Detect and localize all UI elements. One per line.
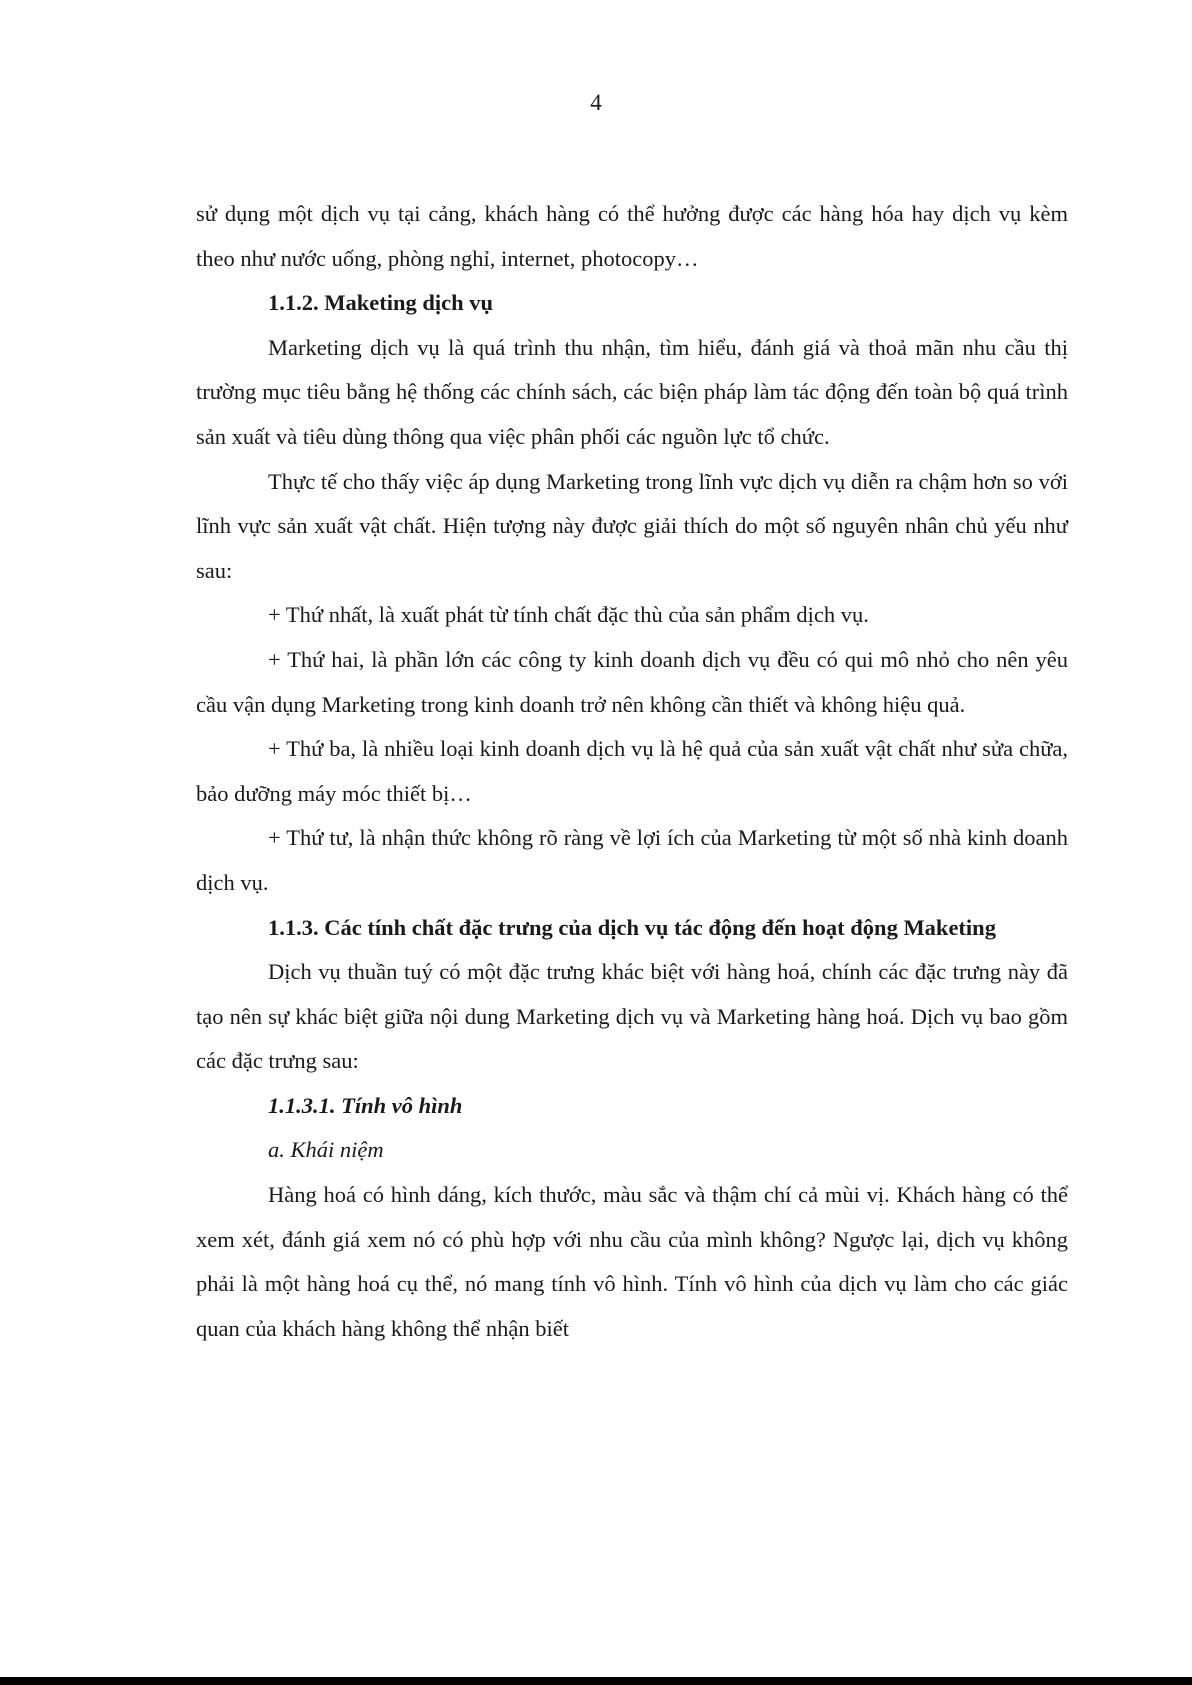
paragraph: Dịch vụ thuần tuý có một đặc trưng khác biệt với hàng hoá, chính các đặc trưng này đã tạo nên sự khác biệt giữa nội dung Marketing dịch vụ và Marketing hàng hoá. Dịch vụ bao gồm các đặc trưng sau: [196,959,1068,1074]
section-heading-1-1-3: 1.1.3. Các tính chất đặc trưng của dịch vụ tác động đến hoạt động Maketing [268,914,996,940]
section-heading-1-1-2: 1.1.2. Maketing dịch vụ [268,290,494,316]
list-item: + Thứ tư, là nhận thức không rõ ràng về lợi ích của Marketing từ một số nhà kinh doanh dịch vụ. [196,825,1068,895]
paragraph: Thực tế cho thấy việc áp dụng Marketing trong lĩnh vực dịch vụ diễn ra chậm hơn so với lĩnh vực sản xuất vật chất. Hiện tượng này được giải thích do một số nguyên nhân chủ yếu như sau: [196,468,1068,583]
page-bottom-edge [0,1677,1192,1685]
list-item: + Thứ hai, là phần lớn các công ty kinh doanh dịch vụ đều có qui mô nhỏ cho nên yêu cầu vận dụng Marketing trong kinh doanh trở nên không cần thiết và không hiệu quả. [196,646,1068,717]
list-item: + Thứ ba, là nhiều loại kinh doanh dịch vụ là hệ quả của sản xuất vật chất như sửa chữa, bảo dưỡng máy móc thiết bị… [196,736,1068,806]
document-body [196,192,1068,1351]
subsection-heading-1-1-3-1: 1.1.3.1. Tính vô hình [268,1092,463,1118]
list-item: + Thứ nhất, là xuất phát từ tính chất đặc thù của sản phẩm dịch vụ. [268,602,869,628]
paragraph-continuation: sử dụng một dịch vụ tại cảng, khách hàng có thể hưởng được các hàng hóa hay dịch vụ kèm theo như nước uống, phòng nghỉ, internet, photocopy… [196,201,1068,271]
paragraph: Marketing dịch vụ là quá trình thu nhận, tìm hiểu, đánh giá và thoả mãn nhu cầu thị trường mục tiêu bằng hệ thống các chính sách, các biện pháp làm tác động đến toàn bộ quá trình sản xuất và tiêu dùng thông qua việc phân phối các nguồn lực tổ chức. [196,334,1068,449]
paragraph: Hàng hoá có hình dáng, kích thước, màu sắc và thậm chí cả mùi vị. Khách hàng có thể xem xét, đánh giá xem nó có phù hợp với nhu cầu của mình không? Ngược lại, dịch vụ không phải là một hàng hoá cụ thể, nó mang tính vô hình. Tính vô hình của dịch vụ làm cho các giác quan của khách hàng không thể nhận biết [196,1182,1068,1341]
sub-heading-khai-niem: a. Khái niệm [268,1137,384,1163]
page-number: 4 [590,90,602,115]
